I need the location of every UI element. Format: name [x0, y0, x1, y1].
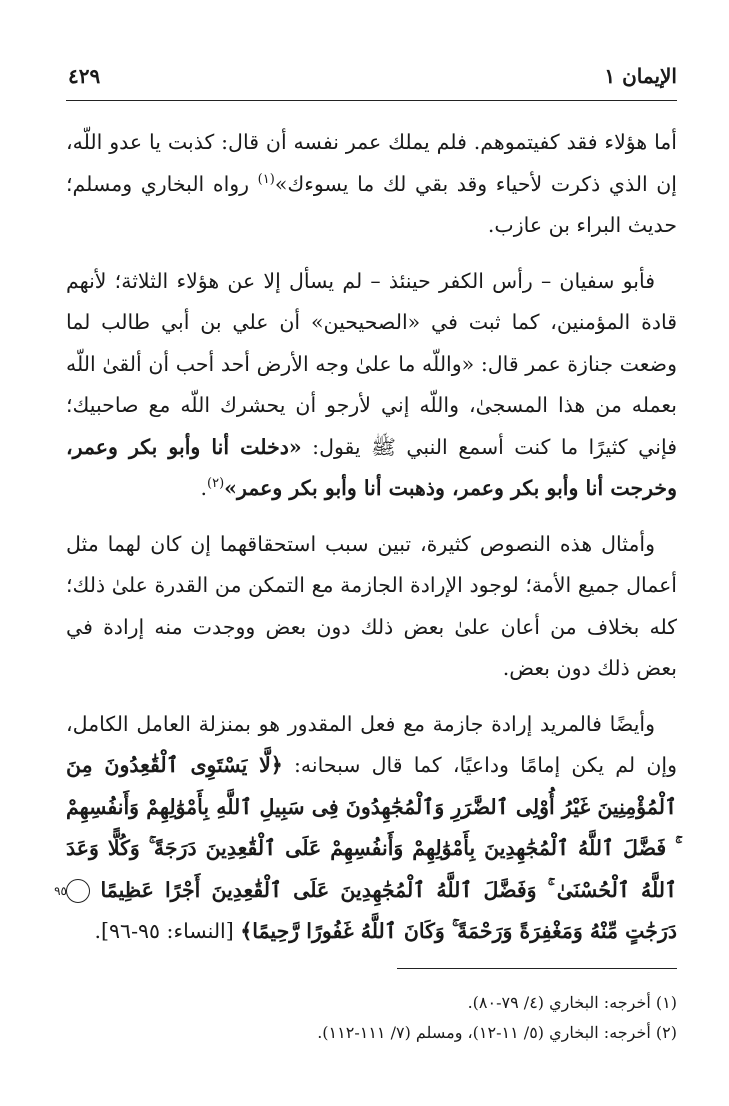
- footnote-ref-1: (١): [257, 171, 275, 187]
- paragraph-2-end: .: [200, 476, 208, 500]
- main-text: [54, 122, 677, 967]
- paragraph-3: وأمثال هذه النصوص كثيرة، تبين سبب استحقاقهما إن كان لهما مثل أعمال جميع الأمة؛ لوجود الإرادة الجازمة مع التمكن من القدرة علىٰ ذلك؛ كله بخلاف من أعان علىٰ بعض ذلك دون بعض ووجدت منه إرادة في بعض ذلك دون بعض.: [66, 531, 677, 680]
- footnote-2: (٢) أخرجه: البخاري (٥/ ١١-١٢)، ومسلم (٧/ ١١١-١١٢).: [317, 1023, 677, 1042]
- header-rule: [66, 100, 677, 101]
- footnote-ref-2: (٢): [207, 476, 225, 492]
- paragraph-2-text-a: فأبو سفيان – رأس الكفر حينئذ – لم يسأل إلا عن هؤلاء الثلاثة؛ لأنهم قادة المؤمنين، كما ثبت في «الصحيحين» أن علي بن أبي طالب لما وضعت جنازة عمر قال: «واللّه ما علىٰ وجه الأرض أحد أحب أن ألقىٰ اللّه بعمله من هذا المسجىٰ، واللّه إني لأرجو أن يحشرك اللّه مع صاحبيك؛ فإني كثيرًا ما كنت أسمع النبي ﷺ يقول:: [66, 268, 677, 459]
- paragraph-4: [54, 704, 677, 953]
- paragraph-1-text-a: أما هؤلاء فقد كفيتموهم. فلم يملك عمر نفسه أن قال: كذبت يا عدو اللّه، إن الذي ذكرت لأحياء وقد بقي لك ما يسوءك»: [66, 130, 677, 196]
- ayah-number-marker: ٩٥: [66, 879, 90, 903]
- footnote-rule: [397, 968, 677, 969]
- page-number: ٤٢٩: [68, 64, 101, 88]
- hadith-quote: «دخلت أنا وأبو بكر وعمر، وخرجت أنا وأبو بكر وعمر، وذهبت أنا وأبو بكر وعمر»: [66, 434, 677, 500]
- quran-verse-continued: دَرَجَٰتٍ مِّنْهُ وَمَغْفِرَةً وَرَحْمَةً ۚ وَكَانَ ٱللَّهُ غَفُورًا رَّحِيمًا﴾: [240, 919, 677, 943]
- paragraph-2: [66, 261, 677, 510]
- footnote-1: (١) أخرجه: البخاري (٤/ ٧٩-٨٠).: [467, 993, 677, 1012]
- quran-verse: ﴿لَّا يَسْتَوِى ٱلْقَٰعِدُونَ مِنَ ٱلْمُؤْمِنِينَ غَيْرُ أُوْلِى ٱلضَّرَرِ وَٱلْمُجَٰهِدُونَ فِى سَبِيلِ ٱللَّهِ بِأَمْوَٰلِهِمْ وَأَنفُسِهِمْ ۚ فَضَّلَ ٱللَّهُ ٱلْمُجَٰهِدِينَ بِأَمْوَٰلِهِمْ وَأَنفُسِهِمْ عَلَى ٱلْقَٰعِدِينَ دَرَجَةً ۚ وَكُلًّا وَعَدَ ٱللَّهُ ٱلْحُسْنَىٰ ۚ وَفَضَّلَ ٱللَّهُ ٱلْمُجَٰهِدِينَ عَلَى ٱلْقَٰعِدِينَ أَجْرًا عَظِيمًا: [66, 753, 677, 902]
- quran-citation: [النساء: ٩٥-٩٦].: [94, 919, 241, 943]
- page-header: [68, 58, 677, 94]
- footnotes: [66, 988, 677, 1048]
- paragraph-4-text-a: وأيضًا فالمريد إرادة جازمة مع فعل المقدور هو بمنزلة العامل الكامل، وإن لم يكن إمامًا وداعيًا، كما قال سبحانه:: [66, 711, 677, 777]
- paragraph-1-text-b: رواه البخاري ومسلم؛ حديث البراء بن عازب.: [66, 171, 677, 237]
- running-title: الإيمان ١: [604, 64, 677, 88]
- paragraph-1: [66, 122, 677, 247]
